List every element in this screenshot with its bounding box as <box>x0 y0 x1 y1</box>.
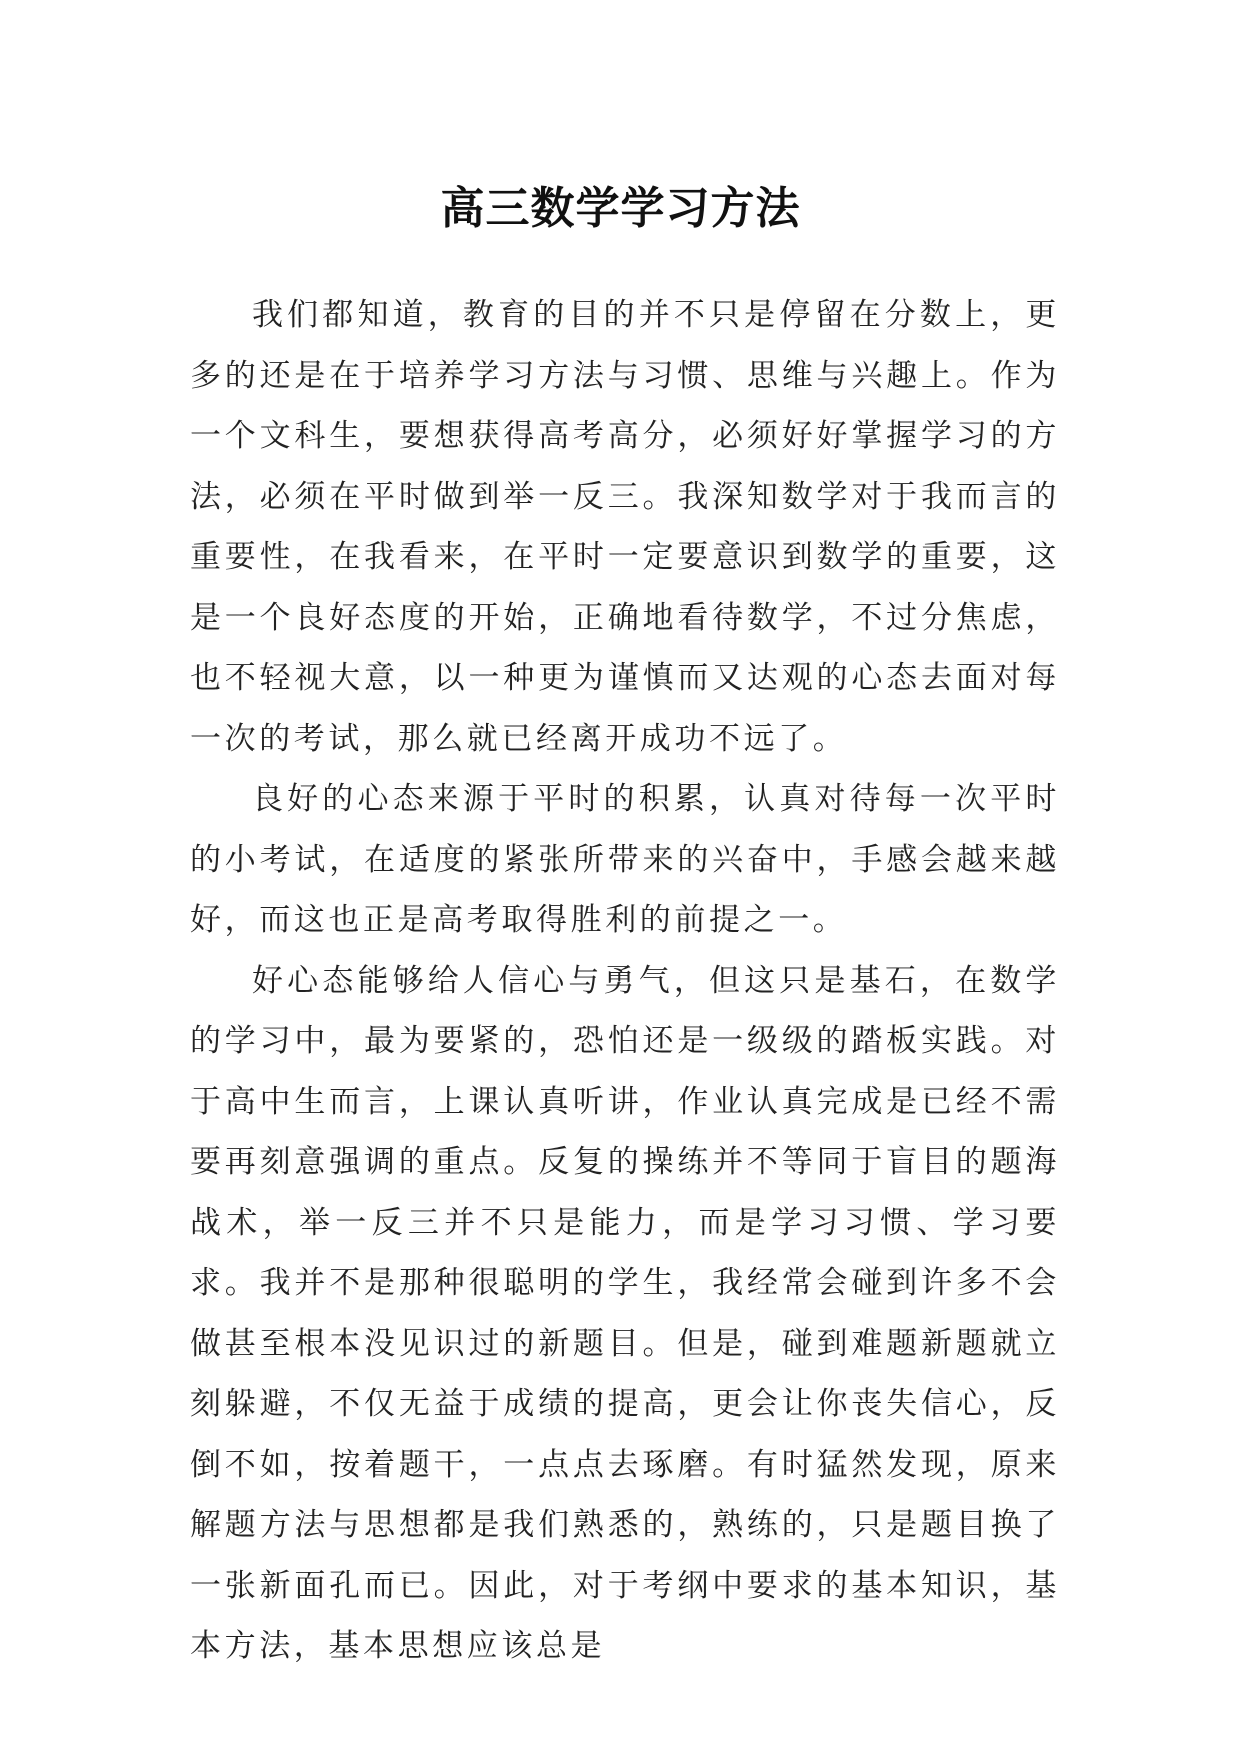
document-title: 高三数学学习方法 <box>440 183 801 235</box>
paragraph-1: 我们都知道，教育的目的并不只是停留在分数上，更多的还是在于培养学习方法与习惯、思维与兴趣上。作为一个文科生，要想获得高考高分，必须好好掌握学习的方法，必须在平时做到举一反三。我深知数学对于我而言的重要性，在我看来，在平时一定要意识到数学的重要，这是一个良好态度的开始，正确地看待数学，不过分焦虑，也不轻视大意，以一种更为谨慎而又达观的心态去面对每一次的考试，那么就已经离开成功不远了。 <box>190 297 1060 757</box>
paragraph-3: 好心态能够给人信心与勇气，但这只是基石，在数学的学习中，最为要紧的，恐怕还是一级级的踏板实践。对于高中生而言，上课认真听讲，作业认真完成是已经不需要再刻意强调的重点。反复的操练并不等同于盲目的题海战术，举一反三并不只是能力，而是学习习惯、学习要求。我并不是那种很聪明的学生，我经常会碰到许多不会做甚至根本没见识过的新题目。但是，碰到难题新题就立刻躲避，不仅无益于成绩的提高，更会让你丧失信心，反倒不如，按着题干，一点点去琢磨。有时猛然发现，原来解题方法与思想都是我们熟悉的，熟练的，只是题目换了一张新面孔而已。因此，对于考纲中要求的基本知识，基本方法，基本思想应该总是 <box>190 962 1060 1664</box>
document-body <box>190 285 1060 1677</box>
paragraph-2: 良好的心态来源于平时的积累，认真对待每一次平时的小考试，在适度的紧张所带来的兴奋中，手感会越来越好，而这也正是高考取得胜利的前提之一。 <box>190 781 1060 938</box>
